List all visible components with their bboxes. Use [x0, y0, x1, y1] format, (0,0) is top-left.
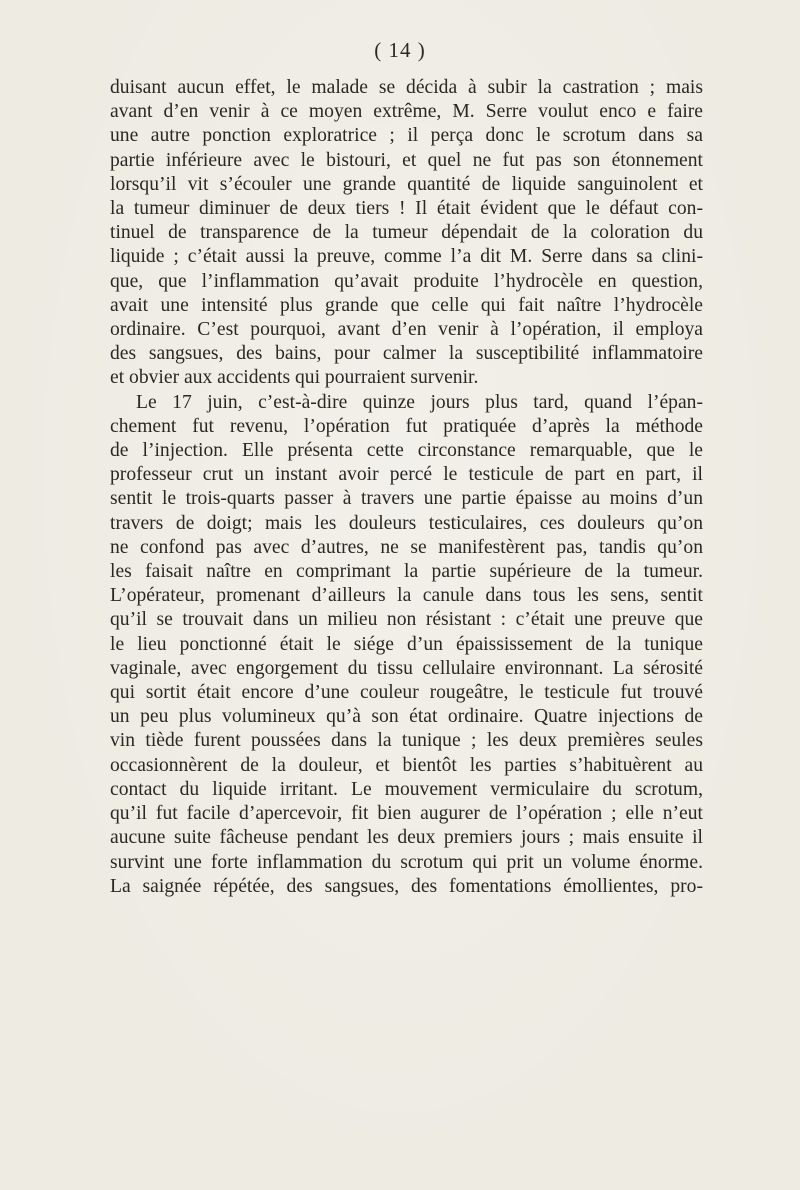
- text-line: la tumeur diminuer de deux tiers ! Il était évident que le défaut con-: [110, 198, 703, 220]
- text-line: une autre ponction exploratrice ; il perça donc le scrotum dans sa: [110, 125, 703, 147]
- paragraph-1: [110, 76, 703, 391]
- paragraph-2: [110, 391, 703, 899]
- text-line: occasionnèrent de la douleur, et bientôt les parties s’habituèrent au: [110, 754, 703, 776]
- text-line: le lieu ponctionné était le siége d’un épaississement de la tunique: [110, 633, 703, 655]
- page-number: ( 14 ): [374, 38, 426, 62]
- text-line: aucune suite fâcheuse pendant les deux premiers jours ; mais ensuite il: [110, 827, 703, 849]
- text-line: sentit le trois-quarts passer à travers une partie épaisse au moins d’un: [110, 488, 703, 510]
- text-line: lorsqu’il vit s’écouler une grande quantité de liquide sanguinolent et: [110, 173, 703, 195]
- text-line: travers de doigt; mais les douleurs testiculaires, ces douleurs qu’on: [110, 512, 703, 534]
- text-line: professeur crut un instant avoir percé le testicule de part en part, il: [110, 464, 703, 486]
- text-line: tinuel de transparence de la tumeur dépendait de la coloration du: [110, 222, 703, 244]
- text-line: avait une intensité plus grande que celle qui fait naître l’hydrocèle: [110, 294, 703, 316]
- text-line: partie inférieure avec le bistouri, et quel ne fut pas son étonnement: [110, 149, 703, 171]
- text-line: contact du liquide irritant. Le mouvement vermiculaire du scrotum,: [110, 778, 703, 800]
- text-line: Le 17 juin, c’est-à-dire quinze jours plus tard, quand l’épan-: [136, 391, 703, 413]
- text-line: qu’il fut facile d’apercevoir, fit bien augurer de l’opération ; elle n’eut: [110, 803, 703, 825]
- text-line: et obvier aux accidents qui pourraient survenir.: [110, 367, 479, 389]
- text-line: qui sortit était encore d’une couleur rougeâtre, le testicule fut trouvé: [110, 682, 703, 704]
- text-line: La saignée répétée, des sangsues, des fomentations émollientes, pro-: [110, 875, 703, 897]
- body-text: [110, 76, 703, 899]
- text-line: duisant aucun effet, le malade se décida à subir la castration ; mais: [110, 77, 703, 98]
- text-line: avant d’en venir à ce moyen extrême, M. Serre voulut enco e faire: [110, 101, 703, 123]
- text-line: vin tiède furent poussées dans la tunique ; les deux premières seules: [110, 730, 703, 752]
- text-line: liquide ; c’était aussi la preuve, comme l’a dit M. Serre dans sa clini-: [110, 246, 703, 268]
- text-line: vaginale, avec engorgement du tissu cellulaire environnant. La sérosité: [110, 657, 703, 679]
- text-line: ne confond pas avec d’autres, ne se manifestèrent pas, tandis qu’on: [110, 536, 703, 558]
- text-line: ordinaire. C’est pourquoi, avant d’en venir à l’opération, il employa: [110, 319, 703, 341]
- text-line: des sangsues, des bains, pour calmer la susceptibilité inflammatoire: [110, 343, 703, 365]
- text-line: un peu plus volumineux qu’à son état ordinaire. Quatre injections de: [110, 706, 703, 728]
- text-line: survint une forte inflammation du scrotum qui prit un volume énorme.: [110, 851, 703, 873]
- text-line: chement fut revenu, l’opération fut pratiquée d’après la méthode: [110, 415, 703, 437]
- text-line: de l’injection. Elle présenta cette circonstance remarquable, que le: [110, 440, 703, 462]
- text-line: que, que l’inflammation qu’avait produite l’hydrocèle en question,: [110, 270, 703, 292]
- text-line: qu’il se trouvait dans un milieu non résistant : c’était une preuve que: [110, 609, 703, 631]
- text-line: les faisait naître en comprimant la partie supérieure de la tumeur.: [110, 561, 703, 583]
- text-line: L’opérateur, promenant d’ailleurs la canule dans tous les sens, sentit: [110, 585, 703, 607]
